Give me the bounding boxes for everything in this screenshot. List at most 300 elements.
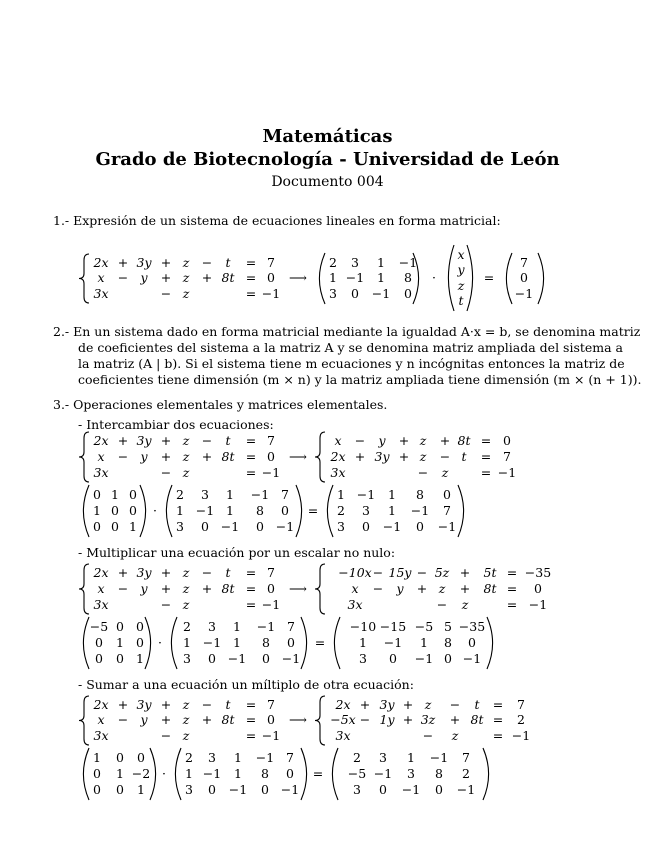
- s3a-augmented-matrix-entry: −1: [195, 502, 215, 518]
- s1-coefficient-matrix-entry: 3: [329, 285, 337, 301]
- s1-coefficient-matrix-entry: 1: [377, 254, 385, 270]
- s3b-augmented-matrix-entry: 1: [183, 634, 191, 650]
- s3b-elementary-matrix-entry: 0: [116, 618, 124, 634]
- s3b-equals-symbol: =: [314, 634, 326, 650]
- s3c-augmented-matrix-entry: 0: [208, 781, 216, 797]
- s3a-right-system-term: +: [439, 432, 451, 448]
- s3b-right-system-term: 5t: [483, 564, 497, 580]
- s3c-augmented-matrix-paren-right: [301, 748, 307, 800]
- s1-system-term: −: [117, 269, 129, 285]
- s3b-augmented-matrix-entry: 0: [262, 650, 270, 666]
- s3b-dot-symbol: ·: [158, 634, 162, 650]
- s1-system-term: 0: [267, 269, 275, 285]
- s3a-augmented-matrix-entry: 1: [226, 502, 234, 518]
- section-1-title: 1.- Expresión de un sistema de ecuaciones lineales en forma matricial:: [53, 213, 501, 228]
- s3a-right-system-term: −: [417, 464, 429, 480]
- s3c-augmented-matrix-entry: −1: [255, 749, 275, 765]
- s1-system-term: =: [245, 285, 257, 301]
- s3a-result-matrix-entry: 0: [443, 486, 451, 502]
- s3a-left-system-term: +: [117, 432, 129, 448]
- s3b-right-system-term: =: [506, 580, 518, 596]
- s3c-result-matrix-entry: 3: [407, 765, 415, 781]
- s3c-result-matrix-entry: 2: [353, 749, 361, 765]
- s3c-result-matrix-entry: 2: [462, 765, 470, 781]
- s1-system-term: −1: [261, 285, 281, 301]
- s3b-result-matrix-entry: −15: [379, 618, 407, 634]
- s3a-right-system-term: z: [419, 448, 427, 464]
- s3a-augmented-matrix-entry: −1: [250, 486, 270, 502]
- s3b-right-system-term: z: [438, 580, 446, 596]
- s3c-augmented-matrix-entry: 3: [185, 781, 193, 797]
- s3c-elementary-matrix-entry: 1: [93, 749, 101, 765]
- s3c-right-system-term: +: [402, 696, 414, 712]
- s3c-left-system-term: −1: [261, 727, 281, 743]
- s3b-arrow-symbol: ⟶: [289, 580, 307, 596]
- s3a-right-system-term: 3x: [330, 464, 346, 480]
- s1-system-term: =: [245, 254, 257, 270]
- s3b-right-system-term: −10x: [338, 564, 372, 580]
- s3c-left-system-term: +: [160, 711, 172, 727]
- s3a-elementary-matrix-entry: 1: [93, 502, 101, 518]
- s3b-augmented-matrix-paren-right: [301, 617, 307, 669]
- section-3c-label: - Sumar a una ecuación un míltiplo de otra ecuación:: [78, 677, 414, 692]
- s3b-result-matrix-entry: 5: [444, 618, 452, 634]
- s3a-result-matrix-paren-left: [327, 485, 333, 537]
- s3b-right-system-term: −: [416, 564, 428, 580]
- s3b-augmented-matrix-entry: 8: [262, 634, 270, 650]
- s3c-right-system-term: z: [451, 727, 459, 743]
- s3a-result-matrix-entry: −1: [356, 486, 376, 502]
- s3a-elementary-matrix-entry: 0: [129, 502, 137, 518]
- s3b-right-system-term: −: [372, 580, 384, 596]
- s3b-result-matrix-entry: 0: [389, 650, 397, 666]
- s3a-right-system-term: 8t: [457, 432, 471, 448]
- s3a-right-system-term: =: [480, 464, 492, 480]
- s3a-left-system-term: =: [245, 464, 257, 480]
- section-2-line-3: la matriz (A | b). Si el sistema tiene m ecuaciones y n incógnitas entonces la matriz de: [78, 356, 625, 371]
- s3a-augmented-matrix-entry: 7: [281, 486, 289, 502]
- s1-system-term: +: [160, 269, 172, 285]
- s3b-left-system-term: 2x: [93, 564, 109, 580]
- s3c-right-system-term: +: [449, 711, 461, 727]
- s3a-right-system-term: =: [480, 432, 492, 448]
- s3c-augmented-matrix-entry: 1: [234, 765, 242, 781]
- s3a-left-system-term: z: [182, 432, 190, 448]
- s3a-equals-symbol: =: [307, 502, 319, 518]
- s3a-elementary-matrix-entry: 0: [111, 518, 119, 534]
- s1-system-term: x: [97, 269, 105, 285]
- s3b-augmented-matrix-entry: −1: [256, 618, 276, 634]
- s3a-left-system-term: 3y: [136, 432, 152, 448]
- s3c-augmented-matrix-paren-left: [175, 748, 181, 800]
- section-3a-label: - Intercambiar dos ecuaciones:: [78, 417, 274, 432]
- s3c-augmented-matrix-entry: 2: [185, 749, 193, 765]
- s3b-left-system-term: 0: [267, 580, 275, 596]
- s3c-dot-symbol: ·: [162, 765, 166, 781]
- s1-variable-vector-entry: t: [458, 292, 464, 308]
- s3b-result-matrix-paren-right: [487, 617, 493, 669]
- s3c-augmented-matrix-entry: 3: [208, 749, 216, 765]
- s3a-result-matrix-entry: −1: [410, 502, 430, 518]
- s1-system-term: t: [225, 254, 231, 270]
- s3a-left-system-term: −1: [261, 464, 281, 480]
- s3a-left-system-term: z: [182, 448, 190, 464]
- s3c-augmented-matrix-entry: −1: [228, 781, 248, 797]
- s1-system-term: =: [245, 269, 257, 285]
- s3b-augmented-matrix-entry: −1: [202, 634, 222, 650]
- s3c-right-system-term: 1y: [379, 711, 395, 727]
- s3c-right-system-term: 8t: [470, 711, 484, 727]
- s3a-augmented-matrix-entry: −1: [275, 518, 295, 534]
- s3b-elementary-matrix-entry: 0: [136, 618, 144, 634]
- s3a-left-system-term: −: [117, 448, 129, 464]
- s3b-right-system-term: +: [416, 580, 428, 596]
- s1-system-term: −: [201, 254, 213, 270]
- s3c-result-matrix-entry: 3: [353, 781, 361, 797]
- s3a-right-system-term: z: [419, 432, 427, 448]
- s3c-left-system-term: 8t: [221, 711, 235, 727]
- s3c-result-matrix-entry: 0: [435, 781, 443, 797]
- s3a-right-system-term: t: [461, 448, 467, 464]
- s3b-right-system-term: −1: [528, 596, 548, 612]
- s3b-augmented-matrix-entry: −1: [227, 650, 247, 666]
- s3b-left-system-term: −1: [261, 596, 281, 612]
- s3b-right-system-brace: [315, 564, 325, 614]
- s3c-arrow-symbol: ⟶: [289, 711, 307, 727]
- s3b-left-system-term: z: [182, 580, 190, 596]
- s3a-elementary-matrix-entry: 0: [129, 486, 137, 502]
- s3c-augmented-matrix-entry: −1: [202, 765, 222, 781]
- s3a-elementary-matrix-entry: 0: [93, 518, 101, 534]
- s3b-elementary-matrix-entry: 0: [95, 650, 103, 666]
- s3c-right-system-term: z: [424, 696, 432, 712]
- s3a-elementary-matrix-entry: 0: [93, 486, 101, 502]
- s3b-left-system-term: 3x: [93, 596, 109, 612]
- s3c-right-system-term: =: [492, 711, 504, 727]
- s3b-augmented-matrix-entry: 3: [183, 650, 191, 666]
- s3b-augmented-matrix-entry: 0: [287, 634, 295, 650]
- s3b-augmented-matrix-entry: 1: [233, 634, 241, 650]
- s3b-result-matrix-entry: −10: [349, 618, 377, 634]
- s3c-elementary-matrix-entry: 0: [137, 749, 145, 765]
- s3c-left-system-term: =: [245, 727, 257, 743]
- s3c-left-system-term: −: [160, 727, 172, 743]
- s3a-augmented-matrix-entry: 3: [201, 486, 209, 502]
- s3a-left-system-term: −: [201, 432, 213, 448]
- s3b-left-system-term: z: [182, 596, 190, 612]
- s1-variable-vector-paren-left: [448, 245, 454, 311]
- s3a-left-system-term: =: [245, 432, 257, 448]
- s3b-right-system-term: =: [506, 564, 518, 580]
- s3a-result-matrix-entry: −1: [437, 518, 457, 534]
- s3c-right-system-term: −: [422, 727, 434, 743]
- s1-coefficient-matrix-entry: 3: [351, 254, 359, 270]
- s3b-result-matrix-entry: 3: [359, 650, 367, 666]
- s3b-right-system-term: 0: [534, 580, 542, 596]
- s3c-left-system-term: 7: [267, 696, 275, 712]
- s3b-right-system-term: 5z: [434, 564, 450, 580]
- s3a-arrow-symbol: ⟶: [289, 448, 307, 464]
- s1-system-brace: [79, 254, 89, 303]
- s3c-elementary-matrix-paren-left: [83, 748, 89, 800]
- s3a-left-system-term: 2x: [93, 432, 109, 448]
- s1-system-term: +: [117, 254, 129, 270]
- s3a-left-system-term: 8t: [221, 448, 235, 464]
- s3b-result-matrix-entry: 0: [444, 650, 452, 666]
- s1-coefficient-matrix-entry: 1: [329, 269, 337, 285]
- s1-dot-symbol: ·: [432, 269, 436, 285]
- s3b-result-matrix-entry: −35: [458, 618, 486, 634]
- s1-coefficient-matrix-entry: −1: [398, 254, 418, 270]
- s3b-elementary-matrix-paren-left: [83, 617, 89, 669]
- s3b-elementary-matrix-entry: 1: [136, 650, 144, 666]
- s3c-left-system-term: 0: [267, 711, 275, 727]
- section-3-title: 3.- Operaciones elementales y matrices elementales.: [53, 397, 388, 412]
- s3a-result-matrix-entry: 0: [416, 518, 424, 534]
- s3a-right-system-term: −1: [497, 464, 517, 480]
- s3b-left-system-term: +: [160, 564, 172, 580]
- s3a-right-system-term: z: [441, 464, 449, 480]
- s3c-augmented-matrix-entry: 7: [286, 749, 294, 765]
- s1-rhs-vector-paren-right: [538, 253, 544, 304]
- s3a-left-system-term: 0: [267, 448, 275, 464]
- s3a-augmented-matrix-entry: 2: [176, 486, 184, 502]
- s3c-right-system-term: 2x: [335, 696, 351, 712]
- s3c-right-system-term: −: [449, 696, 461, 712]
- s3a-result-matrix-paren-right: [458, 485, 464, 537]
- s3b-left-system-term: =: [245, 596, 257, 612]
- s3c-elementary-matrix-entry: 1: [116, 765, 124, 781]
- s3a-right-system-term: −: [439, 448, 451, 464]
- s1-arrow-symbol: ⟶: [289, 269, 307, 285]
- s3b-augmented-matrix-entry: 0: [208, 650, 216, 666]
- s3b-right-system-term: 8t: [483, 580, 497, 596]
- s3b-result-matrix-entry: −5: [414, 618, 434, 634]
- s3a-augmented-matrix-paren-right: [296, 485, 302, 537]
- s3c-right-system-term: −: [359, 711, 371, 727]
- s3a-result-matrix-entry: 2: [337, 502, 345, 518]
- s1-rhs-vector-entry: 7: [520, 254, 528, 270]
- s3a-right-system-term: 3y: [374, 448, 390, 464]
- s3b-augmented-matrix-entry: −1: [281, 650, 301, 666]
- s3a-result-matrix-entry: 0: [362, 518, 370, 534]
- s1-system-term: 2x: [93, 254, 109, 270]
- s3b-right-system-term: =: [506, 596, 518, 612]
- s3a-left-system-term: +: [201, 448, 213, 464]
- document-number: Documento 004: [271, 174, 384, 190]
- s3c-left-system-term: z: [182, 696, 190, 712]
- s3b-right-system-term: −: [436, 596, 448, 612]
- s1-coefficient-matrix-paren-right: [413, 253, 419, 304]
- s3b-augmented-matrix-entry: 2: [183, 618, 191, 634]
- s3a-result-matrix-entry: 1: [388, 486, 396, 502]
- s3b-left-system-term: +: [117, 564, 129, 580]
- s3c-right-system-term: 2: [517, 711, 525, 727]
- s3c-left-system-term: −: [201, 696, 213, 712]
- s3b-augmented-matrix-entry: 7: [287, 618, 295, 634]
- s3b-right-system-term: +: [459, 580, 471, 596]
- s3c-left-system-term: x: [97, 711, 105, 727]
- s3b-elementary-matrix-entry: 0: [95, 634, 103, 650]
- document-subtitle: Grado de Biotecnología - Universidad de León: [95, 149, 560, 170]
- s3b-left-system-term: z: [182, 564, 190, 580]
- s3c-elementary-matrix-entry: 0: [116, 781, 124, 797]
- s3a-left-system-term: =: [245, 448, 257, 464]
- s3b-left-system-term: 7: [267, 564, 275, 580]
- s1-coefficient-matrix-entry: 0: [404, 285, 412, 301]
- s3b-result-matrix-paren-left: [334, 617, 340, 669]
- s3a-left-system-term: x: [97, 448, 105, 464]
- s3a-left-system-term: z: [182, 464, 190, 480]
- s3a-result-matrix-entry: 1: [337, 486, 345, 502]
- s3c-right-system-term: =: [492, 727, 504, 743]
- s3a-augmented-matrix-entry: 3: [176, 518, 184, 534]
- s3b-right-system-term: x: [351, 580, 359, 596]
- s3c-right-system-term: −5x: [330, 711, 356, 727]
- s3c-result-matrix-entry: −1: [429, 749, 449, 765]
- s1-system-term: 7: [267, 254, 275, 270]
- s3a-elementary-matrix-entry: 1: [111, 486, 119, 502]
- s1-system-term: z: [182, 285, 190, 301]
- s3c-right-system-term: t: [474, 696, 480, 712]
- s3c-elementary-matrix-entry: −2: [131, 765, 151, 781]
- s3b-right-system-term: +: [459, 564, 471, 580]
- s1-coefficient-matrix-entry: 0: [351, 285, 359, 301]
- s3a-result-matrix-entry: 1: [388, 502, 396, 518]
- s1-system-term: y: [140, 269, 148, 285]
- s1-variable-vector-entry: x: [457, 246, 465, 262]
- s3c-right-system-term: 3x: [335, 727, 351, 743]
- s3a-right-system-term: +: [398, 432, 410, 448]
- s3c-result-matrix-entry: 7: [462, 749, 470, 765]
- s3b-right-system-term: 3x: [347, 596, 363, 612]
- s3a-augmented-matrix-entry: 0: [281, 502, 289, 518]
- s3b-elementary-matrix-entry: 0: [136, 634, 144, 650]
- s3c-result-matrix-entry: 1: [407, 749, 415, 765]
- s1-system-term: z: [182, 254, 190, 270]
- s3a-right-system-term: +: [398, 448, 410, 464]
- s3b-elementary-matrix-entry: 0: [116, 650, 124, 666]
- s3c-augmented-matrix-entry: −1: [280, 781, 300, 797]
- s3a-right-system-brace: [315, 432, 325, 482]
- s3a-left-system-term: t: [225, 432, 231, 448]
- s1-system-term: +: [201, 269, 213, 285]
- s3c-result-matrix-entry: 0: [379, 781, 387, 797]
- s3a-augmented-matrix-entry: 0: [201, 518, 209, 534]
- s3c-left-system-term: +: [117, 696, 129, 712]
- s1-variable-vector-entry: z: [457, 277, 465, 293]
- s1-system-term: 3y: [136, 254, 152, 270]
- s3a-left-system-term: −: [160, 464, 172, 480]
- s3c-result-matrix-entry: −1: [401, 781, 421, 797]
- s1-coefficient-matrix-entry: 2: [329, 254, 337, 270]
- s3c-left-system-term: z: [182, 711, 190, 727]
- s3c-augmented-matrix-entry: 1: [185, 765, 193, 781]
- s3b-left-system-term: 8t: [221, 580, 235, 596]
- s1-rhs-vector-entry: 0: [520, 269, 528, 285]
- s3c-augmented-matrix-entry: 1: [234, 749, 242, 765]
- s3b-left-system-term: =: [245, 564, 257, 580]
- s3a-elementary-matrix-paren-right: [140, 485, 146, 537]
- s1-variable-vector-entry: y: [457, 261, 465, 277]
- s3c-left-system-term: −: [117, 711, 129, 727]
- s1-equals-symbol: =: [483, 269, 495, 285]
- s1-system-term: +: [160, 254, 172, 270]
- s3b-elementary-matrix-entry: 1: [116, 634, 124, 650]
- s3a-elementary-matrix-entry: 0: [111, 502, 119, 518]
- s3c-augmented-matrix-entry: 0: [286, 765, 294, 781]
- s3c-left-system-term: 3x: [93, 727, 109, 743]
- s3a-augmented-matrix-entry: 1: [226, 486, 234, 502]
- s3a-elementary-matrix-entry: 1: [129, 518, 137, 534]
- s3a-dot-symbol: ·: [153, 502, 157, 518]
- s3b-result-matrix-entry: −1: [462, 650, 482, 666]
- s3b-left-system-brace: [79, 564, 89, 614]
- s3b-result-matrix-entry: −1: [383, 634, 403, 650]
- s3c-left-system-term: +: [201, 711, 213, 727]
- s3a-right-system-term: 0: [503, 432, 511, 448]
- document-title: Matemáticas: [262, 126, 393, 147]
- s3c-elementary-matrix-entry: 0: [93, 781, 101, 797]
- s3a-augmented-matrix-entry: 1: [176, 502, 184, 518]
- s3c-left-system-term: z: [182, 727, 190, 743]
- s3b-augmented-matrix-entry: 3: [208, 618, 216, 634]
- s1-coefficient-matrix-paren-left: [319, 253, 325, 304]
- s3b-right-system-term: −35: [524, 564, 552, 580]
- s3c-right-system-term: 3y: [379, 696, 395, 712]
- s1-variable-vector-paren-right: [467, 245, 473, 311]
- s3c-left-system-term: t: [225, 696, 231, 712]
- s3b-left-system-term: −: [117, 580, 129, 596]
- s3c-left-system-brace: [79, 696, 89, 745]
- s3c-right-system-term: 7: [517, 696, 525, 712]
- s3b-result-matrix-entry: 8: [444, 634, 452, 650]
- s3a-left-system-term: +: [160, 432, 172, 448]
- s3b-left-system-term: −: [160, 596, 172, 612]
- s3a-augmented-matrix-paren-left: [166, 485, 172, 537]
- s3a-left-system-brace: [79, 432, 89, 482]
- s3a-left-system-term: 7: [267, 432, 275, 448]
- s3a-augmented-matrix-entry: 0: [256, 518, 264, 534]
- s1-coefficient-matrix-entry: 1: [377, 269, 385, 285]
- s3c-elementary-matrix-entry: 1: [137, 781, 145, 797]
- s3c-right-system-term: =: [492, 696, 504, 712]
- s3c-elementary-matrix-paren-right: [150, 748, 156, 800]
- s1-system-term: 8t: [221, 269, 235, 285]
- s3c-right-system-term: +: [359, 696, 371, 712]
- s1-rhs-vector-paren-left: [506, 253, 512, 304]
- section-2-line-4: coeficientes tiene dimensión (m × n) y la matriz ampliada tiene dimensión (m × (n + 1)).: [78, 372, 642, 387]
- s3a-right-system-term: −: [354, 432, 366, 448]
- s3c-result-matrix-entry: 3: [379, 749, 387, 765]
- s3a-right-system-term: +: [354, 448, 366, 464]
- s1-coefficient-matrix-entry: −1: [345, 269, 365, 285]
- s3c-left-system-term: 2x: [93, 696, 109, 712]
- s3c-right-system-term: −1: [511, 727, 531, 743]
- s3b-left-system-term: +: [201, 580, 213, 596]
- s1-system-term: 3x: [93, 285, 109, 301]
- s3c-left-system-term: 3y: [136, 696, 152, 712]
- s3c-right-system-term: 3z: [420, 711, 436, 727]
- s3b-left-system-term: −: [201, 564, 213, 580]
- s3a-augmented-matrix-entry: −1: [220, 518, 240, 534]
- s3a-left-system-term: y: [140, 448, 148, 464]
- s3b-elementary-matrix-paren-right: [145, 617, 151, 669]
- s1-coefficient-matrix-entry: 8: [404, 269, 412, 285]
- s3b-result-matrix-entry: 0: [468, 634, 476, 650]
- s3a-right-system-term: 7: [503, 448, 511, 464]
- s3c-result-matrix-entry: −5: [347, 765, 367, 781]
